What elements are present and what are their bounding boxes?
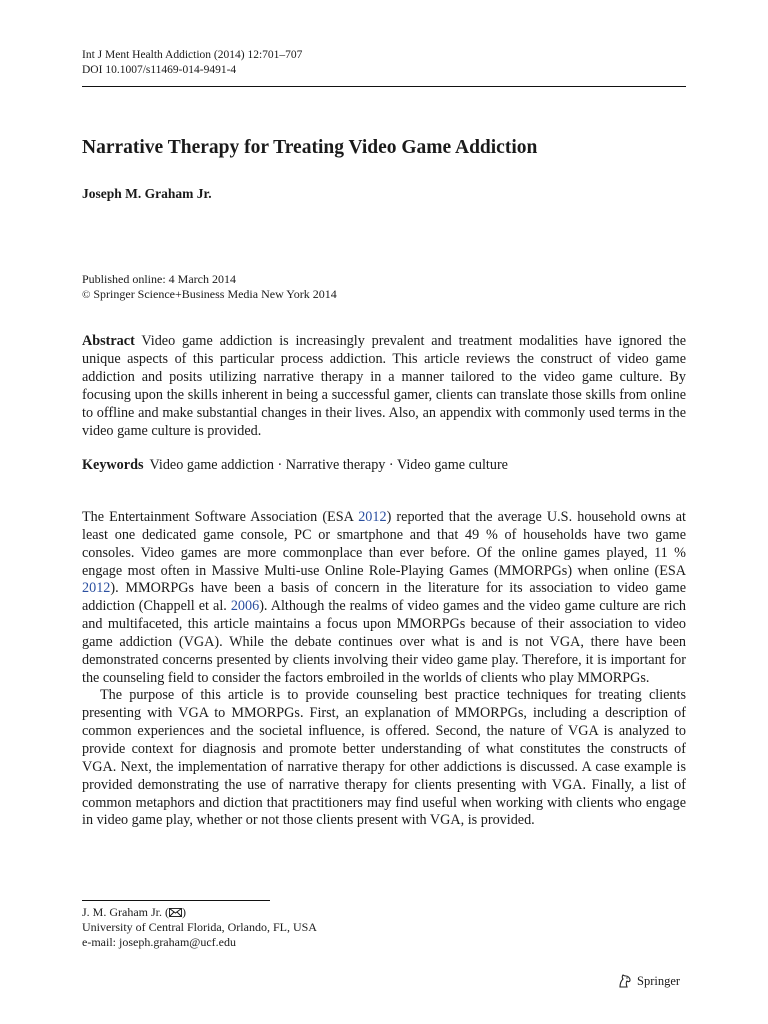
published-online: Published online: 4 March 2014 [82,272,236,286]
abstract-label: Abstract [82,333,135,349]
p1-text-3: ). MMORPGs have been a basis of concern in the literature for its association to video game addiction (Chappell et al. [82,580,686,615]
copyright-icon: © [82,289,91,301]
header-rule [82,86,686,87]
journal-citation: Int J Ment Health Addiction (2014) 12:701–707 [82,49,303,61]
p1-text-2: ) reported that the average U.S. household owns at least one dedicated game console, PC or smartphone and that 49 % of households have two game consoles. Video games are more commonplace than ever before. Of the online games played, 11 % engage most often in Massive Multi-use Online Role-Playing Games (MMORPGs) when online (ESA [82,509,686,579]
footnote-author-name: J. M. Graham Jr. ( [82,905,169,919]
body-paragraph-1 [82,509,686,687]
footnote-rule [82,900,270,901]
publication-info [82,272,337,303]
p1-text-1: The Entertainment Software Association (ESA [82,509,359,525]
paper-title: Narrative Therapy for Treating Video Game Addiction [82,137,538,158]
copyright-line [82,287,337,303]
footnote-paren: ) [182,905,186,919]
footnote-affiliation: University of Central Florida, Orlando, FL, USA [82,920,317,934]
copyright-text: Springer Science+Business Media New York 2014 [93,287,337,301]
citation-link[interactable]: 2012 [358,509,387,525]
running-header [82,48,302,78]
p1-text-4: ). Although the realms of video games and the video game culture are rich and multifaceted, this article maintains a focus upon MMORPGs because of their association to video game addiction (VGA). While the debate continues over what is and is not VGA, there have been demonstrated concerns presented by clients involving their video game play. Therefore, it is important for the counseling field to consider the factors embroiled in the worlds of clients who play MMORPGs. [82,598,687,686]
abstract-text: Video game addiction is increasingly prevalent and treatment modalities have ignored the unique aspects of this particular process addiction. This article reviews the construct of video game addiction and posits utilizing narrative therapy in a manner tailored to the video game culture. By focusing upon the skills inherent in being a successful gamer, clients can translate those skills from online to offline and make substantial changes in their lives. Also, an appendix with commonly used terms in the video game culture is provided. [82,333,687,439]
body-text [82,509,686,830]
keywords-text: Video game addiction · Narrative therapy · Video game culture [149,457,508,473]
publisher-name: Springer [637,973,681,988]
envelope-icon [169,908,182,917]
citation-link[interactable]: 2012 [82,580,111,597]
abstract [82,332,686,440]
keywords-label: Keywords [82,457,144,473]
publisher-logo [617,973,680,989]
keywords [82,457,508,474]
footnote-email: e-mail: joseph.graham@ucf.edu [82,935,236,949]
citation-link[interactable]: 2006 [230,598,260,615]
author-footnote [82,905,317,950]
footnote-author [82,905,317,920]
author-name: Joseph M. Graham Jr. [82,186,212,201]
doi: DOI 10.1007/s11469-014-9491-4 [82,64,237,76]
springer-horse-icon [617,973,633,989]
body-paragraph-2: The purpose of this article is to provide counseling best practice techniques for treating clients presenting with VGA to MMORPGs. First, an explanation of MMORPGs, including a description of common experiences and the societal influence, is offered. Second, the nature of VGA is analyzed to provide context for diagnosis and promote better understanding of what constitutes the constructs of VGA. Next, the implementation of narrative therapy for other addictions is discussed. A case example is provided demonstrating the use of narrative therapy for clients presenting with VGA. Finally, a list of common metaphors and diction that practitioners may find useful when working with clients who engage in video game play, whether or not those clients present with VGA, is provided. [82,687,686,829]
